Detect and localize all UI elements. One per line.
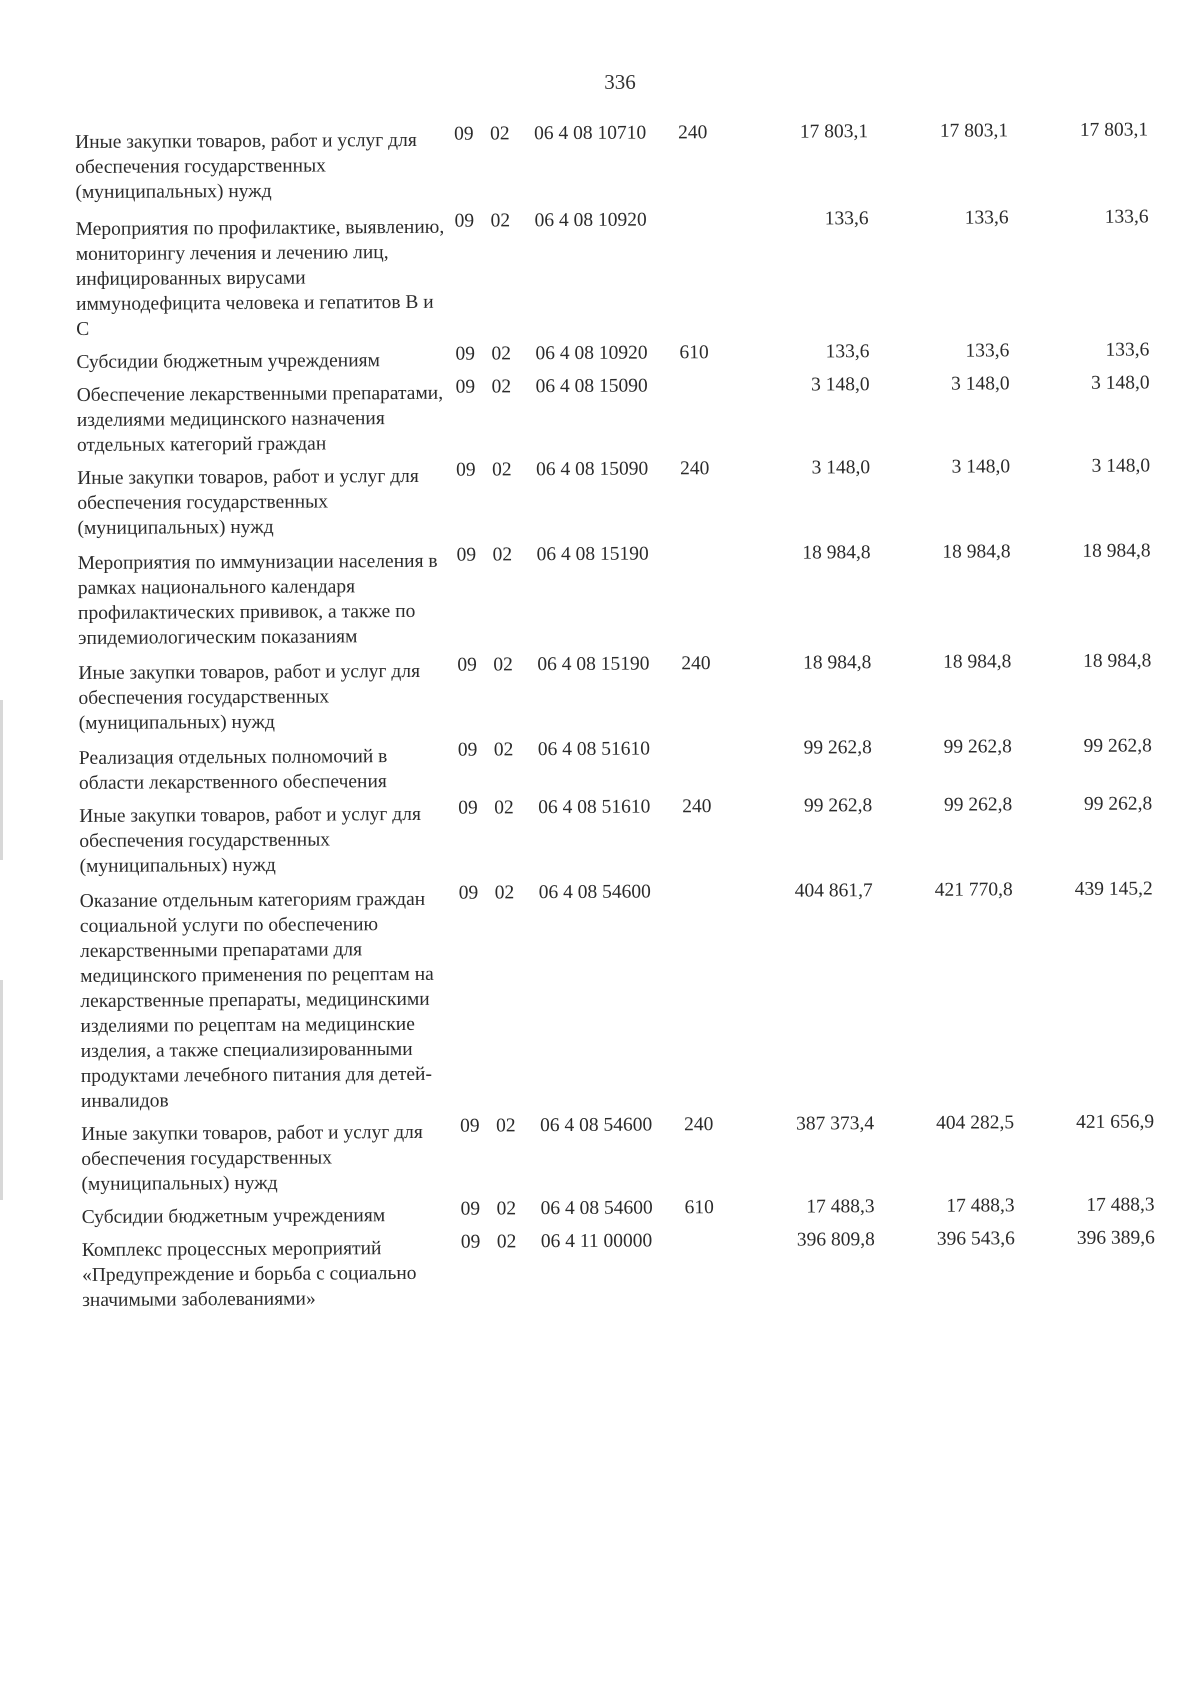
target-article-code: 06 4 08 15090 <box>536 458 649 481</box>
target-article-code: 06 4 08 15190 <box>536 543 649 566</box>
amount-year-2: 396 543,6 <box>936 1228 1015 1250</box>
amount-year-2: 18 984,8 <box>942 651 1012 673</box>
table-row <box>79 791 1159 879</box>
amount-year-2: 3 148,0 <box>951 373 1010 395</box>
amount-year-2: 99 262,8 <box>943 794 1013 816</box>
section-code: 09 <box>458 882 479 904</box>
target-article-code: 06 4 08 54600 <box>540 1197 653 1220</box>
amount-year-1: 99 262,8 <box>803 737 872 759</box>
scan-edge-mark <box>0 700 3 860</box>
table-row <box>79 733 1159 796</box>
scan-edge-mark <box>0 980 3 1200</box>
amount-year-2: 17 803,1 <box>939 120 1009 142</box>
target-article-code: 06 4 08 15090 <box>535 375 648 398</box>
section-code: 09 <box>457 654 477 676</box>
table-row <box>80 876 1161 1114</box>
amount-year-3: 17 488,3 <box>1086 1194 1155 1216</box>
amount-year-2: 421 770,8 <box>934 879 1013 901</box>
target-article-code: 06 4 08 10920 <box>534 209 647 232</box>
subsection-code: 02 <box>490 123 510 145</box>
subsection-code: 02 <box>496 1231 517 1253</box>
section-code: 09 <box>457 739 478 761</box>
expense-type-code: 610 <box>679 342 709 364</box>
row-name: Иные закупки товаров, работ и услуг для обеспечения государственных (муниципальных) нужд <box>75 129 417 203</box>
target-article-code: 06 4 11 00000 <box>540 1230 653 1253</box>
subsection-code: 02 <box>493 654 513 676</box>
subsection-code: 02 <box>496 1115 516 1137</box>
section-code: 09 <box>460 1231 481 1253</box>
table-row <box>75 117 1155 205</box>
row-name: Субсидии бюджетным учреждениям <box>81 1205 386 1228</box>
table-row <box>78 648 1158 736</box>
amount-year-2: 133,6 <box>965 340 1010 362</box>
amount-year-3: 133,6 <box>1105 339 1150 361</box>
amount-year-1: 99 262,8 <box>803 795 873 817</box>
amount-year-1: 387 373,4 <box>796 1113 875 1135</box>
expense-type-code: 240 <box>680 458 710 480</box>
expense-type-code: 240 <box>684 1114 714 1136</box>
budget-table <box>75 117 1162 1313</box>
amount-year-3: 3 148,0 <box>1091 372 1150 394</box>
amount-year-3: 17 803,1 <box>1079 119 1149 141</box>
table-row <box>82 1192 1162 1230</box>
amount-year-1: 3 148,0 <box>811 374 870 396</box>
page-number: 336 <box>604 70 636 94</box>
amount-year-2: 17 488,3 <box>946 1195 1015 1217</box>
row-name: Иные закупки товаров, работ и услуг для обеспечения государственных (муниципальных) нужд <box>77 465 419 539</box>
row-name: Мероприятия по профилактике, выявлению, мониторингу лечения и лечению лиц, инфицированных вирусами иммунодефицита человека и гепатитов B и C <box>75 216 445 340</box>
section-code: 09 <box>456 544 477 566</box>
amount-year-2: 18 984,8 <box>942 541 1011 563</box>
section-code: 09 <box>455 343 475 365</box>
target-article-code: 06 4 08 54600 <box>540 1114 653 1137</box>
amount-year-1: 3 148,0 <box>811 457 871 479</box>
amount-year-1: 133,6 <box>825 341 870 363</box>
target-article-code: 06 4 08 15190 <box>537 653 650 676</box>
subsection-code: 02 <box>490 210 511 232</box>
subsection-code: 02 <box>491 376 512 398</box>
amount-year-1: 133,6 <box>824 208 869 230</box>
expense-type-code: 240 <box>682 796 712 818</box>
target-article-code: 06 4 08 10920 <box>535 342 648 365</box>
table-row <box>78 538 1159 651</box>
section-code: 09 <box>455 376 476 398</box>
section-code: 09 <box>456 459 476 481</box>
row-name: Иные закупки товаров, работ и услуг для обеспечения государственных (муниципальных) нужд <box>81 1121 423 1195</box>
amount-year-3: 18 984,8 <box>1082 650 1152 672</box>
subsection-code: 02 <box>494 882 515 904</box>
amount-year-3: 133,6 <box>1104 206 1149 228</box>
target-article-code: 06 4 08 51610 <box>537 738 651 761</box>
amount-year-2: 99 262,8 <box>943 736 1012 758</box>
table-row <box>76 337 1156 375</box>
target-article-code: 06 4 08 54600 <box>538 881 651 904</box>
subsection-code: 02 <box>491 343 511 365</box>
amount-year-2: 133,6 <box>964 207 1009 229</box>
amount-year-3: 439 145,2 <box>1074 878 1153 900</box>
amount-year-1: 18 984,8 <box>802 652 872 674</box>
subsection-code: 02 <box>492 459 512 481</box>
section-code: 09 <box>454 210 475 232</box>
row-name: Оказание отдельным категориям граждан социальной услуги по обеспечению лекарственными препаратами для медицинского применения по рецептам на лекарственные препараты, медицинскими изделиями по рецептам на медицинские изделия, а также специализированными продуктами лечебного питания для детей-инвалидов <box>79 888 434 1112</box>
section-code: 09 <box>454 123 474 145</box>
expense-type-code: 610 <box>684 1197 714 1219</box>
table-row <box>81 1109 1161 1197</box>
section-code: 09 <box>460 1198 481 1220</box>
expense-type-code: 240 <box>678 122 708 144</box>
row-name: Комплекс процессных мероприятий «Предупреждение и борьба с социально значимыми заболеваниями» <box>81 1238 417 1311</box>
amount-year-2: 3 148,0 <box>951 456 1011 478</box>
table-row <box>77 453 1157 541</box>
amount-year-1: 18 984,8 <box>802 542 871 564</box>
amount-year-3: 99 262,8 <box>1083 735 1152 757</box>
amount-year-3: 99 262,8 <box>1083 793 1153 815</box>
row-name: Мероприятия по иммунизации населения в рамках национального календаря профилактических прививок, а также по эпидемиологическим показаниям <box>77 550 438 649</box>
row-name: Иные закупки товаров, работ и услуг для обеспечения государственных (муниципальных) нужд <box>78 660 421 734</box>
row-name: Иные закупки товаров, работ и услуг для обеспечения государственных (муниципальных) нужд <box>79 803 421 877</box>
target-article-code: 06 4 08 51610 <box>538 796 651 819</box>
amount-year-3: 396 389,6 <box>1076 1227 1155 1249</box>
amount-year-1: 17 803,1 <box>799 121 869 143</box>
amount-year-2: 404 282,5 <box>936 1112 1015 1134</box>
amount-year-3: 18 984,8 <box>1082 540 1151 562</box>
target-article-code: 06 4 08 10710 <box>534 122 647 145</box>
amount-year-3: 421 656,9 <box>1076 1111 1155 1133</box>
amount-year-3: 3 148,0 <box>1091 455 1151 477</box>
amount-year-1: 17 488,3 <box>806 1196 875 1218</box>
subsection-code: 02 <box>492 544 513 566</box>
row-name: Обеспечение лекарственными препаратами, изделиями медицинского назначения отдельных категорий граждан <box>76 382 444 456</box>
row-name: Реализация отдельных полномочий в области лекарственного обеспечения <box>78 746 388 794</box>
amount-year-1: 404 861,7 <box>794 880 873 902</box>
amount-year-1: 396 809,8 <box>796 1229 875 1251</box>
table-row <box>77 370 1157 458</box>
subsection-code: 02 <box>494 797 514 819</box>
subsection-code: 02 <box>493 739 514 761</box>
table-row <box>82 1225 1162 1313</box>
row-name: Субсидии бюджетным учреждениям <box>76 350 380 373</box>
subsection-code: 02 <box>496 1198 517 1220</box>
section-code: 09 <box>460 1115 480 1137</box>
section-code: 09 <box>458 797 478 819</box>
expense-type-code: 240 <box>681 653 711 675</box>
table-row <box>76 204 1157 342</box>
